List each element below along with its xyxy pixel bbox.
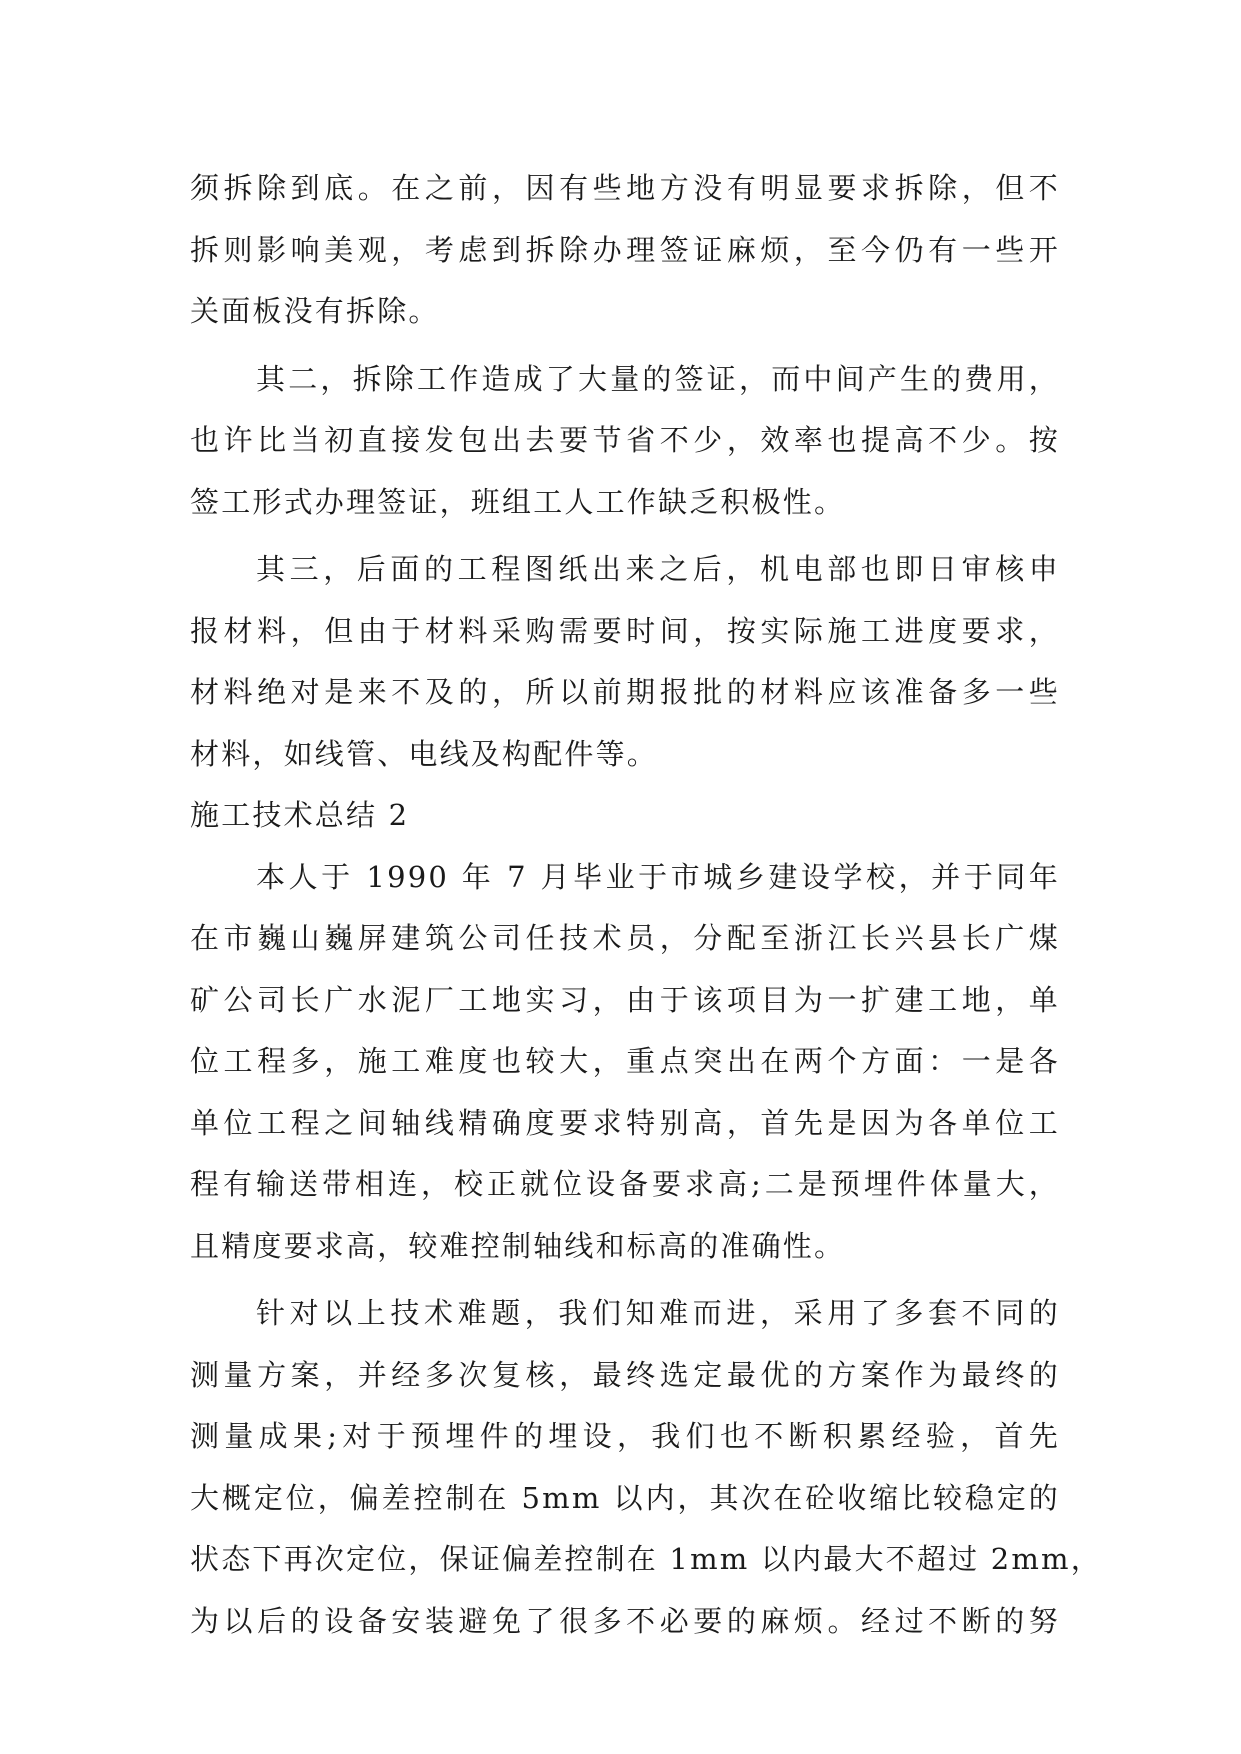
paragraph-5-line-2: 测量方案，并经多次复核，最终选定最优的方案作为最终的 — [190, 1357, 1060, 1392]
paragraph-5 — [190, 1283, 1102, 1652]
paragraph-2-line-2: 也许比当初直接发包出去要节省不少，效率也提高不少。按 — [190, 423, 1060, 457]
paragraph-3-line-3: 材料绝对是来不及的，所以前期报批的材料应该准备多一些 — [190, 675, 1060, 709]
paragraph-4-line-3: 矿公司长广水泥厂工地实习，由于该项目为一扩建工地，单 — [190, 982, 1060, 1017]
paragraph-5-line-4: 大概定位，偏差控制在 5mm 以内，其次在砼收缩比较稳定的 — [190, 1480, 1060, 1515]
paragraph-2-line-3: 签工形式办理签证，班组工人工作缺乏积极性。 — [190, 484, 846, 519]
paragraph-2 — [190, 349, 1060, 534]
paragraph-5-line-1: 针对以上技术难题，我们知难而进，采用了多套不同的 — [256, 1296, 1060, 1330]
paragraph-5-line-5: 状态下再次定位，保证偏差控制在 1mm 以内最大不超过 2mm， — [190, 1542, 1102, 1576]
paragraph-4-line-4: 位工程多，施工难度也较大，重点突出在两个方面：一是各 — [190, 1044, 1060, 1078]
paragraph-1-line-3: 关面板没有拆除。 — [190, 294, 440, 328]
paragraph-4-line-7: 且精度要求高，较难控制轴线和标高的准确性。 — [190, 1228, 846, 1263]
paragraph-4-line-2: 在市巍山巍屏建筑公司任技术员，分配至浙江长兴县长广煤 — [190, 921, 1060, 955]
paragraph-3-line-4: 材料，如线管、电线及构配件等。 — [190, 736, 659, 771]
paragraph-5-line-6: 为以后的设备安装避免了很多不必要的麻烦。经过不断的努 — [190, 1603, 1060, 1638]
paragraph-3-line-1: 其三，后面的工程图纸出来之后，机电部也即日审核申 — [256, 552, 1060, 586]
paragraph-4-line-5: 单位工程之间轴线精确度要求特别高，首先是因为各单位工 — [190, 1105, 1060, 1140]
paragraph-4-line-1: 本人于 1990 年 7 月毕业于市城乡建设学校，并于同年 — [256, 859, 1060, 894]
paragraph-5-line-3: 测量成果;对于预埋件的埋设，我们也不断积累经验，首先 — [190, 1419, 1060, 1453]
paragraph-1-line-2: 拆则影响美观，考虑到拆除办理签证麻烦，至今仍有一些开 — [190, 232, 1060, 267]
paragraph-3-line-2: 报材料，但由于材料采购需要时间，按实际施工进度要求， — [190, 613, 1060, 648]
paragraph-1-line-1: 须拆除到底。在之前，因有些地方没有明显要求拆除，但不 — [190, 171, 1060, 205]
section-heading-text: 施工技术总结 2 — [190, 798, 410, 832]
paragraph-2-line-1: 其二，拆除工作造成了大量的签证，而中间产生的费用， — [256, 361, 1060, 396]
paragraph-4-line-6: 程有输送带相连，校正就位设备要求高;二是预埋件体量大， — [190, 1167, 1060, 1201]
paragraph-1 — [190, 158, 1060, 343]
paragraph-4 — [190, 847, 1060, 1278]
paragraph-3 — [190, 539, 1060, 785]
section-heading — [190, 785, 1060, 847]
document-body — [190, 158, 1102, 1652]
